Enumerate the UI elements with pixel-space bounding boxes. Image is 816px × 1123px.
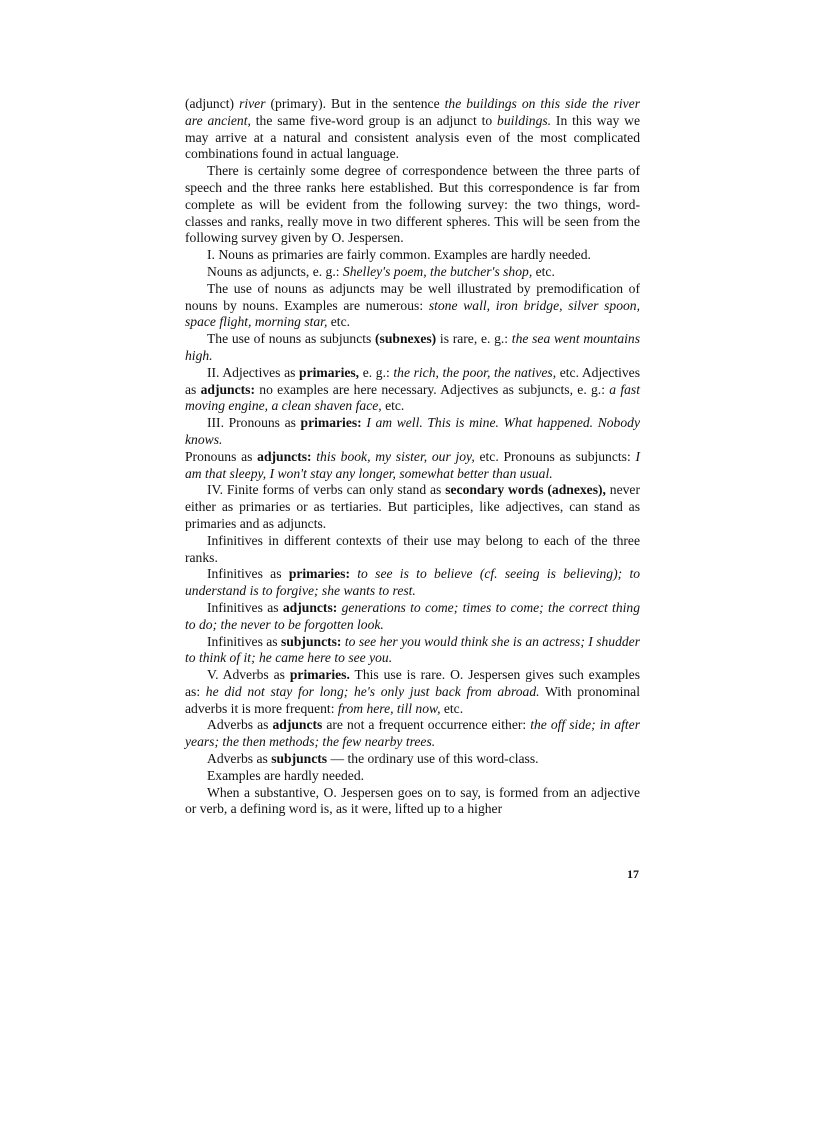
paragraph bbox=[185, 482, 640, 532]
bold-run: primaries, bbox=[299, 364, 360, 380]
italic-run: river bbox=[239, 96, 266, 111]
text-run: Pronouns as bbox=[185, 448, 258, 464]
text-run: Infinitives in different contexts of their use may belong to each of the three ranks. bbox=[185, 532, 640, 565]
paragraph bbox=[185, 634, 640, 668]
italic-run: Shelley's poem, the butcher's shop, bbox=[342, 263, 533, 279]
paragraph bbox=[185, 768, 640, 785]
text-run: Nouns as adjuncts, e. g.: bbox=[207, 263, 343, 279]
text-run: Infinitives as bbox=[207, 599, 283, 615]
text-run: This use is rare. O. Jespersen gives such examples as: bbox=[185, 667, 640, 699]
text-run: When a substantive, O. Jespersen goes on to say, is formed from an adjective or verb, a defining word is, as it were, lifted up to a higher bbox=[185, 784, 640, 817]
text-run: The use of nouns as adjuncts may be well illustrated by premodification of nouns by nouns. Examples are numerous: bbox=[185, 280, 640, 313]
bold-run: adjuncts: bbox=[282, 599, 338, 615]
bold-run: secondary words (adnexes), bbox=[445, 482, 606, 498]
text-run: IV. Finite forms of verbs can only stand as bbox=[207, 482, 446, 498]
italic-run: this book, my sister, our joy, bbox=[316, 448, 475, 464]
bold-run: subjuncts bbox=[271, 751, 328, 767]
text-run: etc. Adjectives as bbox=[185, 364, 640, 397]
bold-run: adjuncts: bbox=[257, 448, 312, 464]
text-run: There is certainly some degree of correspondence between the three parts of speech and the three ranks here established. But this correspondence is far from complete as will be evident from the following survey: the two things, word-classes and ranks, really move in two different spheres. This will be seen from the following survey given by O. Jespersen. bbox=[185, 163, 640, 246]
italic-run: he did not stay for long; he's only just back from abroad. bbox=[205, 683, 540, 699]
paragraph bbox=[185, 449, 640, 483]
text-run: The use of nouns as subjuncts bbox=[207, 331, 376, 347]
italic-run: stone wall, iron bridge, silver spoon, space flight, morning star, bbox=[185, 297, 640, 330]
text-run: (primary). But in the sentence bbox=[265, 96, 445, 111]
paragraph bbox=[185, 667, 640, 717]
text-run: etc. bbox=[532, 263, 555, 279]
paragraph bbox=[185, 96, 640, 163]
paragraph bbox=[185, 331, 640, 365]
text-run: never either as primaries or as tertiaries. But participles, like adjectives, can stand as primaries and as adjuncts. bbox=[185, 482, 640, 531]
text-run: etc. Pronouns as subjuncts: bbox=[474, 448, 636, 464]
body-text bbox=[185, 96, 640, 818]
italic-run: to see her you would think she is an actress; I shudder to think of it; he came here to see you. bbox=[185, 633, 641, 666]
italic-run: a fast moving engine, a clean shaven face, bbox=[185, 381, 640, 414]
text-run: Adverbs as bbox=[207, 717, 273, 733]
text-run: With pronominal adverbs it is more frequent: bbox=[185, 683, 640, 716]
italic-run: buildings. bbox=[497, 112, 552, 128]
text-run: etc. bbox=[327, 314, 351, 330]
text-run: Infinitives as bbox=[207, 566, 289, 582]
paragraph bbox=[185, 533, 640, 567]
italic-run: I am well. This is mine. What happened. Nobody knows. bbox=[185, 415, 640, 447]
text-run: are not a frequent occurrence either: bbox=[322, 717, 531, 733]
paragraph bbox=[185, 717, 640, 751]
paragraph bbox=[185, 281, 640, 331]
text-run: III. Pronouns as bbox=[207, 415, 301, 431]
italic-run: the sea went mountains high. bbox=[185, 331, 640, 363]
paragraph bbox=[185, 247, 640, 264]
paragraph bbox=[185, 365, 640, 415]
text-run: II. Adjectives as bbox=[207, 364, 300, 380]
paragraph bbox=[185, 751, 640, 768]
italic-run: the off side; in after years; the then methods; the few nearby trees. bbox=[185, 717, 640, 750]
italic-run: the rich, the poor, the natives, bbox=[393, 364, 557, 380]
paragraph bbox=[185, 163, 640, 247]
italic-run: from here, till now, bbox=[337, 700, 441, 716]
text-run: — the ordinary use of this word-class. bbox=[327, 751, 539, 767]
bold-run: subjuncts: bbox=[281, 633, 342, 649]
bold-run: primaries. bbox=[289, 667, 350, 683]
bold-run: primaries: bbox=[300, 415, 362, 431]
bold-run: adjuncts bbox=[272, 717, 323, 733]
italic-run: generations to come; times to come; the correct thing to do; the never to be forgotten look. bbox=[185, 599, 641, 632]
text-run: (adjunct) bbox=[185, 96, 240, 111]
paragraph bbox=[185, 264, 640, 281]
paragraph bbox=[185, 785, 640, 819]
bold-run: primaries: bbox=[288, 566, 350, 582]
text-run: etc. bbox=[381, 398, 405, 414]
text-run: Adverbs as bbox=[207, 751, 272, 767]
text-run: no examples are here necessary. Adjectives as subjuncts, e. g.: bbox=[255, 381, 610, 397]
text-run: is rare, e. g.: bbox=[436, 331, 512, 347]
text-run: Infinitives as bbox=[207, 633, 282, 649]
text-run: In this way we may arrive at a natural and consistent analysis even of the most complicated combinations found in actual language. bbox=[185, 112, 640, 162]
text-run: the same five-word group is an adjunct to bbox=[250, 112, 498, 128]
page-number: 17 bbox=[627, 867, 639, 881]
italic-run: I am that sleepy, I won't stay any longer, somewhat better than usual. bbox=[185, 448, 640, 481]
paragraph bbox=[185, 566, 640, 600]
paragraph bbox=[185, 600, 640, 634]
bold-run: adjuncts: bbox=[200, 381, 255, 397]
text-run: V. Adverbs as bbox=[207, 667, 290, 683]
italic-run: the buildings on this side the river are ancient, bbox=[185, 96, 640, 128]
bold-run: (subnexes) bbox=[375, 331, 437, 347]
italic-run: to see is to believe (cf. seeing is believing); to understand is to forgive; she wants to rest. bbox=[185, 566, 641, 599]
paragraph bbox=[185, 415, 640, 449]
text-run: Examples are hardly needed. bbox=[207, 767, 365, 783]
text-run: etc. bbox=[440, 700, 464, 716]
text-run: I. Nouns as primaries are fairly common. Examples are hardly needed. bbox=[207, 247, 591, 263]
text-run: e. g.: bbox=[359, 364, 394, 380]
